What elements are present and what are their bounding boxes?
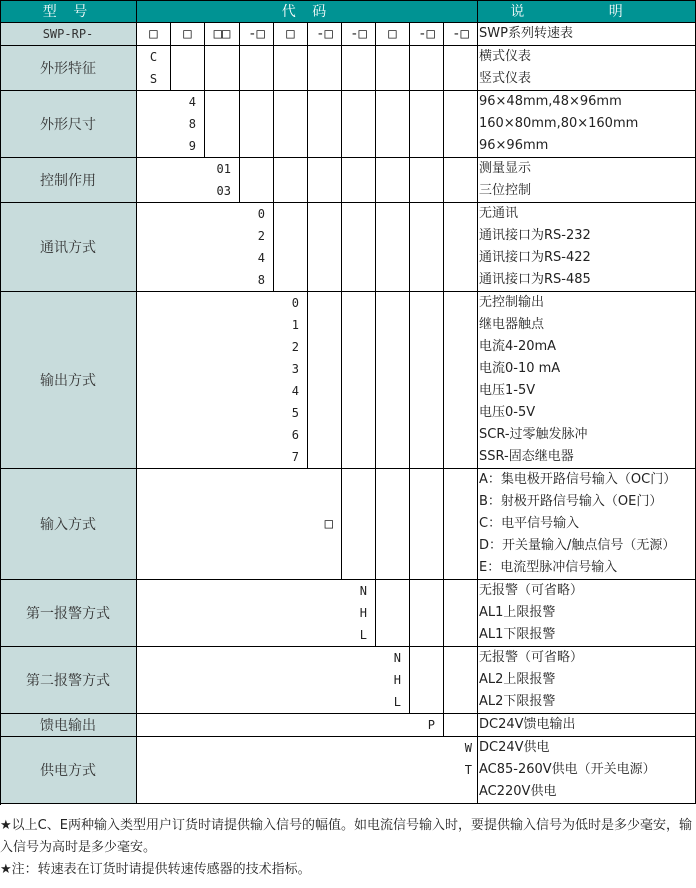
- note-input-amplitude: ★以上C、E两种输入类型用户订货时请提供输入信号的幅值。如电流信号输入时，要提供输入信号为低时是多少毫安，输入信号为高时是多少毫安。: [0, 818, 692, 855]
- row-desc: 无报警（可省略） AL2上限报警 AL2下限报警: [478, 647, 696, 714]
- code-slot: -□: [240, 23, 274, 46]
- row-desc: DC24V馈电输出: [478, 714, 696, 737]
- notes: [0, 815, 696, 881]
- empty-cell: [342, 292, 376, 469]
- empty-cell: [308, 203, 342, 292]
- code-slot: -□: [410, 23, 444, 46]
- empty-cell: [410, 647, 444, 714]
- empty-cell: [240, 46, 274, 91]
- empty-cell: [205, 91, 240, 158]
- empty-cell: [205, 46, 240, 91]
- header-desc: 说 明: [478, 0, 696, 23]
- empty-cell: [308, 292, 342, 469]
- row-desc: 无通讯 通讯接口为RS-232 通讯接口为RS-422 通讯接口为RS-485: [478, 203, 696, 292]
- row-label: 外形特征: [0, 46, 137, 91]
- row-codes: 0 2 4 8: [137, 203, 274, 292]
- empty-cell: [410, 469, 444, 580]
- empty-cell: [444, 91, 478, 158]
- empty-cell: [410, 580, 444, 647]
- row-codes: N H L: [137, 580, 376, 647]
- row-desc: A：集电极开路信号输入（OC门） B：射极开路信号输入（OE门） C：电平信号输入 D：开关量输入/触点信号（无源） E：电流型脉冲信号输入: [478, 469, 696, 580]
- row-codes: N H L: [137, 647, 410, 714]
- row-label: 供电方式: [0, 737, 137, 804]
- code-slot: □: [274, 23, 308, 46]
- empty-cell: [444, 580, 478, 647]
- empty-cell: [410, 292, 444, 469]
- model-prefix: SWP-RP-: [0, 23, 137, 46]
- row-label: 第二报警方式: [0, 647, 137, 714]
- row-label: 馈电输出: [0, 714, 137, 737]
- empty-cell: [342, 203, 376, 292]
- empty-cell: [308, 91, 342, 158]
- row-desc: 无控制输出 继电器触点 电流4-20mA 电流0-10 mA 电压1-5V 电压0-5V SCR-过零触发脉冲 SSR-固态继电器: [478, 292, 696, 469]
- empty-cell: [342, 91, 376, 158]
- row-codes: C S: [137, 46, 171, 91]
- empty-cell: [342, 469, 376, 580]
- empty-cell: [376, 203, 410, 292]
- row-desc: 96×48mm,48×96mm 160×80mm,80×160mm 96×96mm: [478, 91, 696, 158]
- empty-cell: [342, 46, 376, 91]
- empty-cell: [444, 292, 478, 469]
- row-desc: 横式仪表 竖式仪表: [478, 46, 696, 91]
- empty-cell: [444, 46, 478, 91]
- note-sensor: ★注：转速表在订货时请提供转速传感器的技术指标。: [0, 862, 311, 877]
- empty-cell: [376, 469, 410, 580]
- empty-cell: [376, 46, 410, 91]
- empty-cell: [376, 580, 410, 647]
- code-slot: -□: [444, 23, 478, 46]
- empty-cell: [274, 46, 308, 91]
- empty-cell: [240, 158, 274, 203]
- row-label: 通讯方式: [0, 203, 137, 292]
- row-desc: 测量显示 三位控制: [478, 158, 696, 203]
- empty-cell: [376, 158, 410, 203]
- row-desc: DC24V供电 AC85-260V供电（开关电源） AC220V供电: [478, 737, 696, 804]
- code-slot: □: [376, 23, 410, 46]
- empty-cell: [444, 203, 478, 292]
- empty-cell: [308, 158, 342, 203]
- empty-cell: [308, 46, 342, 91]
- row-codes: P: [137, 714, 444, 737]
- row-label: 输出方式: [0, 292, 137, 469]
- row-codes: 4 8 9: [137, 91, 205, 158]
- row-codes: 0 1 2 3 4 5 6 7: [137, 292, 308, 469]
- row-label: 外形尺寸: [0, 91, 137, 158]
- empty-cell: [274, 158, 308, 203]
- row-codes: 01 03: [137, 158, 240, 203]
- code-slot: -□: [342, 23, 376, 46]
- code-slot: □□: [205, 23, 240, 46]
- empty-cell: [410, 91, 444, 158]
- empty-cell: [171, 46, 205, 91]
- empty-cell: [444, 158, 478, 203]
- code-slot: □: [137, 23, 171, 46]
- header-model: 型 号: [0, 0, 137, 23]
- empty-cell: [410, 203, 444, 292]
- row-label: 输入方式: [0, 469, 137, 580]
- empty-cell: [342, 158, 376, 203]
- row-label: 第一报警方式: [0, 580, 137, 647]
- series-desc: SWP系列转速表: [478, 23, 696, 46]
- empty-cell: [274, 91, 308, 158]
- row-codes: □: [137, 469, 342, 580]
- empty-cell: [410, 46, 444, 91]
- row-label: 控制作用: [0, 158, 137, 203]
- row-desc: 无报警（可省略） AL1上限报警 AL1下限报警: [478, 580, 696, 647]
- empty-cell: [376, 91, 410, 158]
- empty-cell: [444, 647, 478, 714]
- empty-cell: [444, 469, 478, 580]
- empty-cell: [444, 714, 478, 737]
- header-code: 代 码: [137, 0, 478, 23]
- empty-cell: [274, 203, 308, 292]
- empty-cell: [410, 158, 444, 203]
- code-slot: □: [171, 23, 205, 46]
- empty-cell: [376, 292, 410, 469]
- row-codes: W T: [137, 737, 478, 804]
- empty-cell: [240, 91, 274, 158]
- code-slot: -□: [308, 23, 342, 46]
